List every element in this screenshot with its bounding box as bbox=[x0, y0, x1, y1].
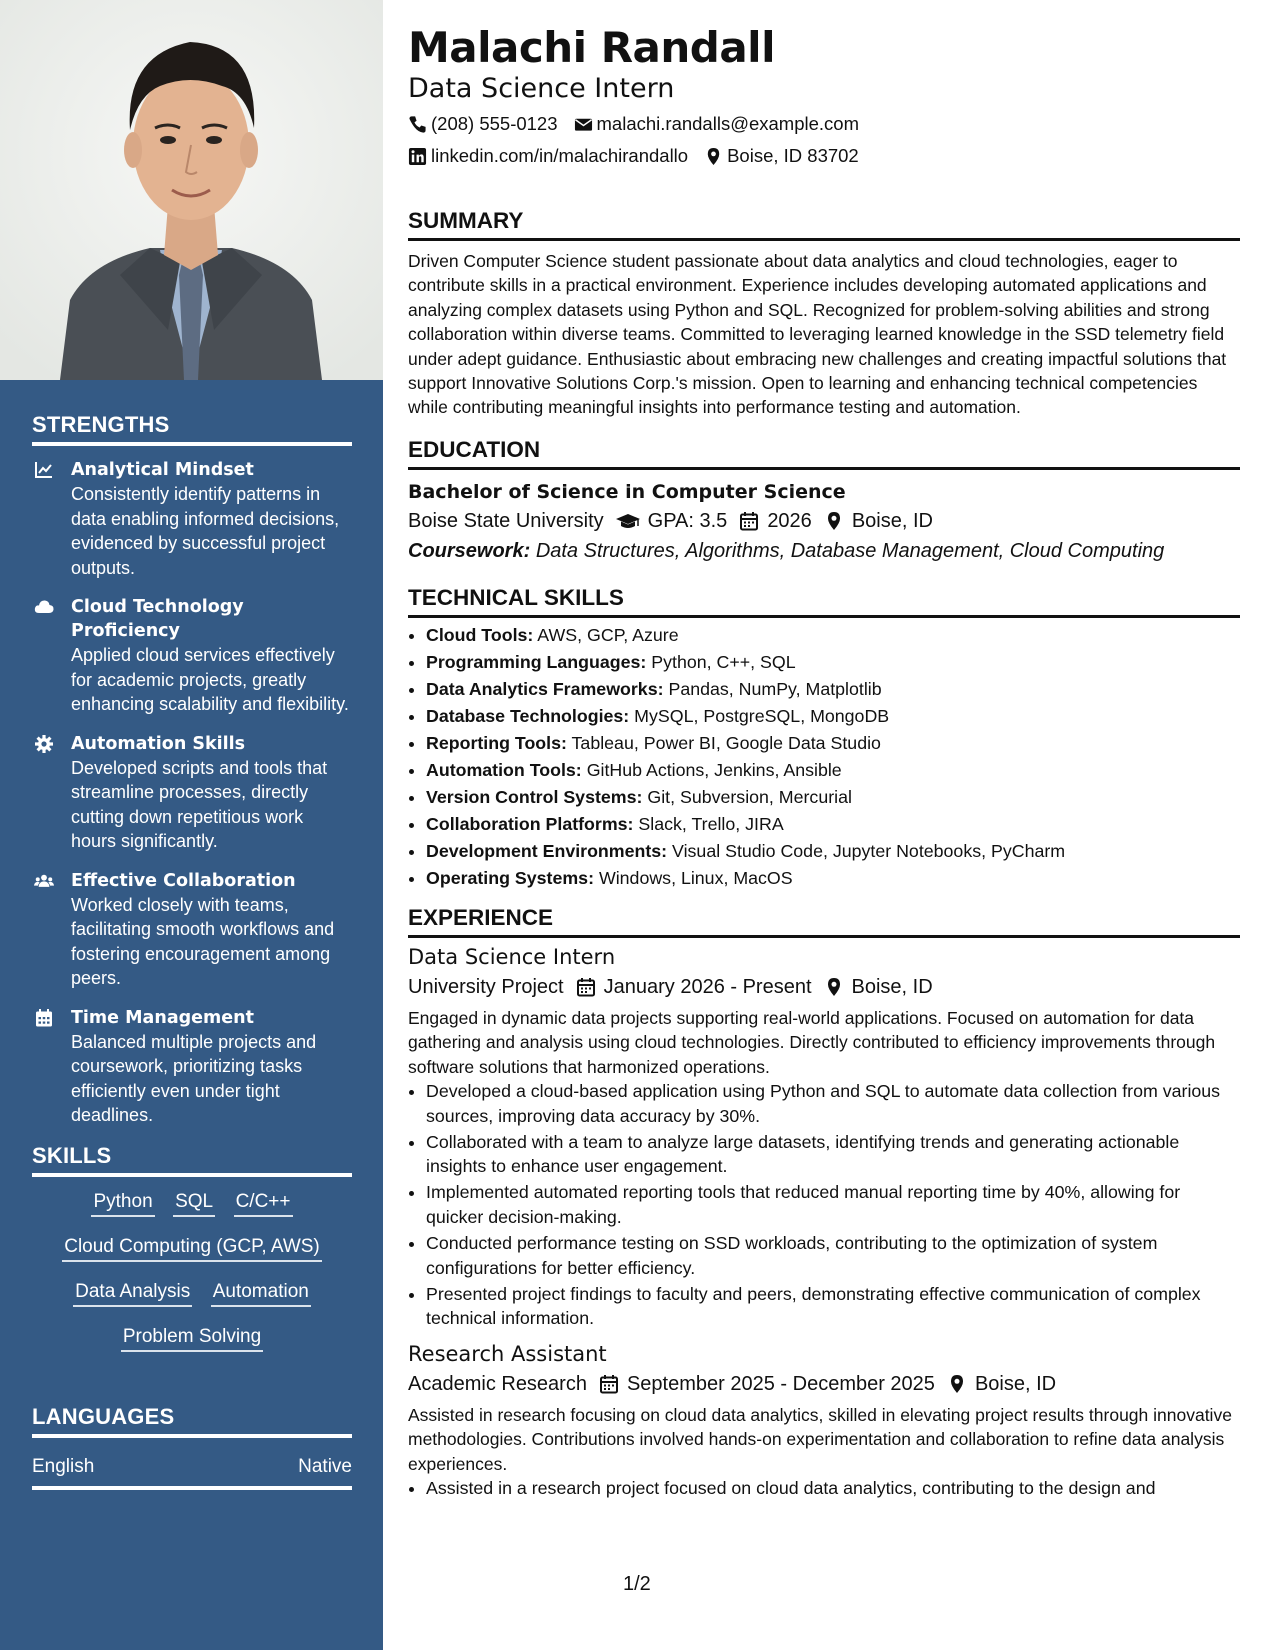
list-item bbox=[426, 649, 1240, 676]
calendar-icon bbox=[739, 511, 759, 531]
list-item bbox=[426, 676, 1240, 703]
gpa-text: GPA: 3.5 bbox=[647, 509, 728, 532]
skill-category: Programming Languages: bbox=[426, 651, 647, 672]
list-item: • Developed a cloud-based application using Python and SQL to automate data collection from various sources, improving data accuracy by 30%. bbox=[426, 1079, 1240, 1128]
skill-values: Git, Subversion, Mercurial bbox=[647, 786, 852, 807]
candidate-role: Data Science Intern bbox=[408, 73, 675, 104]
contact-location bbox=[704, 140, 859, 172]
skills-row bbox=[32, 1236, 352, 1262]
job-title: Data Science Intern bbox=[408, 944, 616, 969]
strength-desc: Developed scripts and tools that streamline processes, directly cutting down repetitious work hours significantly. bbox=[71, 757, 328, 851]
job-entry bbox=[408, 942, 1240, 1331]
skills-section bbox=[32, 1143, 352, 1352]
strength-desc: Consistently identify patterns in data enabling informed decisions, evidenced by successful project outputs. bbox=[71, 484, 340, 578]
experience-heading: EXPERIENCE bbox=[408, 904, 1240, 938]
strength-item bbox=[32, 595, 352, 717]
skill-category: Data Analytics Frameworks: bbox=[426, 678, 664, 699]
job-summary: Assisted in research focusing on cloud data analytics, skilled in elevating project results through innovative methodologies. Contributions involved hands-on experimentation and collaboration to refine data analysis experiences. bbox=[408, 1405, 1232, 1474]
skill-category: Database Technologies: bbox=[426, 705, 630, 726]
map-pin-icon bbox=[824, 511, 844, 531]
map-pin-icon bbox=[704, 147, 723, 166]
skills-row bbox=[32, 1191, 352, 1217]
skill-tag: Cloud Computing (GCP, AWS) bbox=[62, 1236, 322, 1262]
skill-values: Python, C++, SQL bbox=[651, 651, 796, 672]
job-bullets bbox=[408, 1079, 1240, 1331]
location-text: Boise, ID 83702 bbox=[727, 145, 859, 166]
job-org: Academic Research bbox=[408, 1373, 587, 1395]
language-row bbox=[32, 1450, 352, 1490]
list-item bbox=[426, 838, 1240, 865]
degree-title: Bachelor of Science in Computer Science bbox=[408, 480, 846, 503]
graduation-year: 2026 bbox=[767, 509, 812, 532]
skill-values: Windows, Linux, MacOS bbox=[598, 867, 793, 888]
sidebar bbox=[0, 0, 383, 1650]
skill-category: Collaboration Platforms: bbox=[426, 813, 634, 834]
list-item: • Assisted in a research project focused on cloud data analytics, contributing to the design and bbox=[426, 1476, 1240, 1501]
experience-section bbox=[408, 904, 1240, 1501]
skill-values: Visual Studio Code, Jupyter Notebooks, PyCharm bbox=[672, 840, 1066, 861]
summary-heading: SUMMARY bbox=[408, 207, 1240, 241]
strength-item bbox=[32, 732, 352, 854]
job-title: Research Assistant bbox=[408, 1342, 607, 1366]
education-section bbox=[408, 436, 1240, 567]
phone-text: (208) 555-0123 bbox=[431, 113, 558, 134]
contact-email bbox=[574, 108, 859, 140]
strength-title: Cloud Technology Proficiency bbox=[71, 597, 244, 641]
education-heading: EDUCATION bbox=[408, 436, 1240, 470]
job-dates: January 2026 - Present bbox=[603, 975, 812, 998]
page-number: 1/2 bbox=[623, 1573, 651, 1595]
job-summary: Engaged in dynamic data projects supporting real-world applications. Focused on automation for data gathering and analysis using cloud technologies. Directly contributed to efficiency improvements through software solutions that harmonized operations. bbox=[408, 1007, 1216, 1077]
envelope-icon bbox=[574, 115, 593, 134]
skill-tag: Problem Solving bbox=[121, 1326, 263, 1352]
job-dates: September 2025 - December 2025 bbox=[626, 1373, 935, 1395]
summary-section bbox=[408, 207, 1240, 420]
list-item: • Presented project findings to faculty and peers, demonstrating effective communication of complex technical information. bbox=[426, 1282, 1240, 1331]
graduation-cap-icon bbox=[616, 511, 640, 531]
skill-tag: Python bbox=[91, 1191, 154, 1217]
skills-row bbox=[32, 1326, 352, 1352]
skill-category: Cloud Tools: bbox=[426, 624, 534, 645]
school-name: Boise State University bbox=[408, 509, 604, 532]
summary-text: Driven Computer Science student passionate about data analytics and cloud technologies, eager to contribute skills in a practical environment. Experience includes developing automated applications and analyzing complex datasets using Python and SQL. Recognized for problem-solving abilities and strong collaboration within diverse teams. Committed to leveraging learned knowledge in the SSD telemetry field under adept guidance. Enthusiastic about embracing new challenges and creating impactful solutions that support Innovative Solutions Corp.'s mission. Open to learning and enhancing technical competencies while contributing meaningful insights into performance testing and automation. bbox=[408, 251, 1227, 418]
job-entry bbox=[408, 1339, 1240, 1501]
language-name: English bbox=[32, 1455, 95, 1477]
job-meta bbox=[408, 972, 1240, 1002]
gear-icon bbox=[34, 734, 54, 754]
contact-row bbox=[408, 140, 1240, 172]
list-item bbox=[426, 730, 1240, 757]
list-item bbox=[426, 865, 1240, 892]
education-meta bbox=[408, 506, 1240, 536]
calendar-icon bbox=[599, 1374, 619, 1394]
job-meta bbox=[408, 1369, 1240, 1399]
contact-row bbox=[408, 108, 1240, 140]
strength-title: Analytical Mindset bbox=[71, 460, 254, 480]
cloud-icon bbox=[34, 597, 54, 617]
contact-linkedin bbox=[408, 140, 688, 172]
profile-photo bbox=[0, 0, 383, 380]
technical-skills-list bbox=[408, 622, 1240, 892]
skills-heading: SKILLS bbox=[32, 1143, 352, 1177]
skill-tag: C/C++ bbox=[234, 1191, 293, 1217]
language-level: Native bbox=[298, 1455, 352, 1477]
contact-phone bbox=[408, 108, 558, 140]
strength-title: Automation Skills bbox=[71, 733, 246, 754]
strength-title: Effective Collaboration bbox=[71, 870, 296, 891]
skill-values: Tableau, Power BI, Google Data Studio bbox=[571, 732, 881, 753]
list-item bbox=[426, 622, 1240, 649]
profile-photo-illustration bbox=[0, 0, 383, 380]
line-chart-icon bbox=[34, 460, 54, 480]
list-item bbox=[426, 811, 1240, 838]
list-item bbox=[426, 757, 1240, 784]
map-pin-icon bbox=[824, 977, 844, 997]
skill-category: Operating Systems: bbox=[426, 867, 594, 888]
phone-icon bbox=[408, 115, 427, 134]
candidate-name: Malachi Randall bbox=[408, 23, 775, 72]
email-text: malachi.randalls@example.com bbox=[596, 113, 859, 134]
strength-desc: Worked closely with teams, facilitating smooth workflows and fostering encouragement among peers. bbox=[71, 894, 335, 988]
job-location: Boise, ID bbox=[974, 1373, 1057, 1395]
list-item bbox=[426, 703, 1240, 730]
map-pin-icon bbox=[947, 1374, 967, 1394]
users-icon bbox=[34, 871, 54, 891]
list-item: • Collaborated with a team to analyze large datasets, identifying trends and generating actionable insights to enhance user engagement. bbox=[426, 1130, 1240, 1179]
skill-values: AWS, GCP, Azure bbox=[537, 624, 679, 645]
skill-values: GitHub Actions, Jenkins, Ansible bbox=[586, 759, 842, 780]
strength-item bbox=[32, 869, 352, 991]
list-item bbox=[426, 784, 1240, 811]
skills-row bbox=[32, 1281, 352, 1307]
languages-heading: LANGUAGES bbox=[32, 1404, 352, 1438]
list-item: • Implemented automated reporting tools that reduced manual reporting time by 40%, allowing for quicker decision-making. bbox=[426, 1180, 1240, 1229]
technical-skills-heading: TECHNICAL SKILLS bbox=[408, 584, 1240, 618]
skill-category: Reporting Tools: bbox=[426, 732, 567, 753]
technical-skills-section bbox=[408, 584, 1240, 892]
linkedin-icon bbox=[408, 147, 427, 166]
strength-title: Time Management bbox=[71, 1007, 254, 1028]
strength-desc: Applied cloud services effectively for academic projects, greatly enhancing scalability and flexibility. bbox=[71, 645, 349, 714]
job-org: University Project bbox=[408, 975, 564, 998]
coursework-list: Data Structures, Algorithms, Database Management, Cloud Computing bbox=[535, 539, 1165, 562]
main-content bbox=[408, 22, 1240, 1502]
calendar-icon bbox=[34, 1008, 54, 1028]
skill-tag: Data Analysis bbox=[73, 1281, 192, 1307]
strengths-heading: STRENGTHS bbox=[32, 412, 352, 446]
skill-tag: Automation bbox=[211, 1281, 311, 1307]
education-location: Boise, ID bbox=[851, 509, 933, 532]
skill-category: Automation Tools: bbox=[426, 759, 582, 780]
coursework bbox=[408, 536, 1240, 567]
list-item: • Conducted performance testing on SSD workloads, contributing to the optimization of system configurations for better efficiency. bbox=[426, 1231, 1240, 1280]
job-location: Boise, ID bbox=[851, 975, 933, 998]
calendar-icon bbox=[576, 977, 596, 997]
linkedin-text: linkedin.com/in/malachirandallo bbox=[431, 145, 689, 166]
skill-values: MySQL, PostgreSQL, MongoDB bbox=[634, 705, 890, 726]
skill-values: Pandas, NumPy, Matplotlib bbox=[668, 678, 882, 699]
job-bullets bbox=[408, 1476, 1240, 1501]
strength-item bbox=[32, 458, 352, 580]
skill-values: Slack, Trello, JIRA bbox=[638, 813, 784, 834]
skill-category: Version Control Systems: bbox=[426, 786, 643, 807]
skill-category: Development Environments: bbox=[426, 840, 668, 861]
strength-item bbox=[32, 1006, 352, 1128]
coursework-label: Coursework: bbox=[408, 539, 531, 562]
sidebar-content bbox=[32, 412, 352, 1490]
skill-tag: SQL bbox=[173, 1191, 215, 1217]
strength-desc: Balanced multiple projects and coursework, prioritizing tasks efficiently even under tight deadlines. bbox=[71, 1031, 317, 1125]
